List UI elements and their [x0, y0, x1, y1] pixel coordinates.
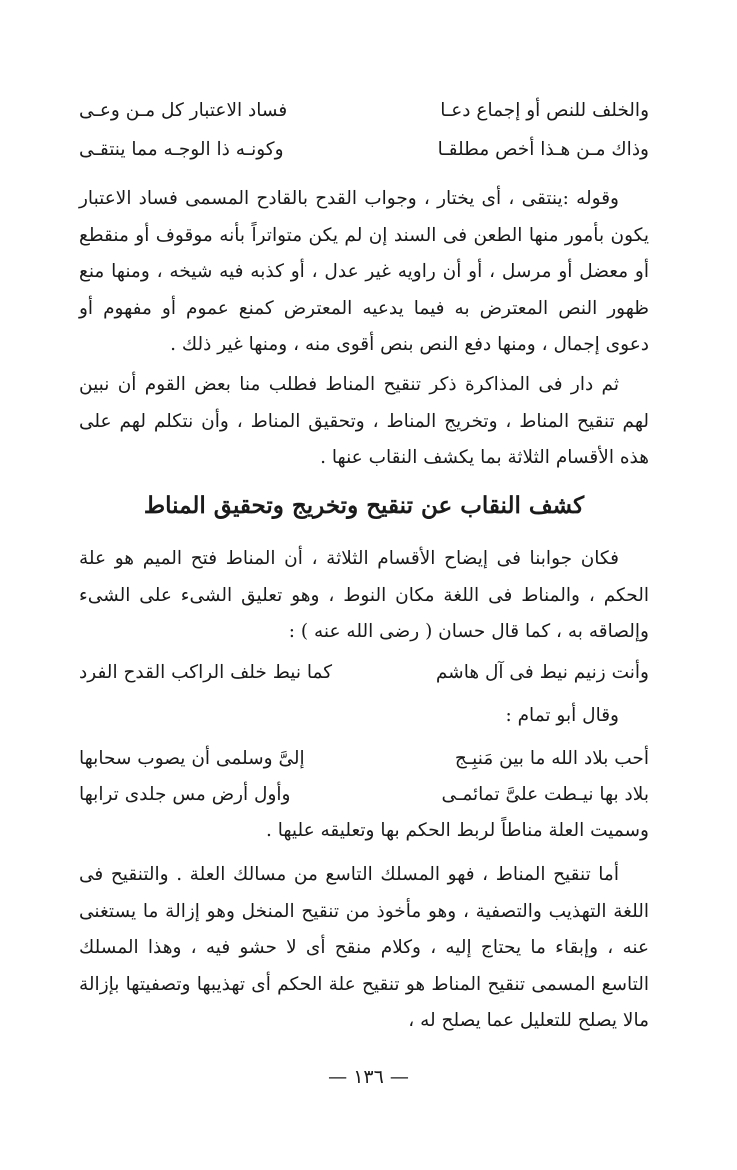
paragraph-tanqih-almanat: أما تنقيح المناط ، فهو المسلك التاسع من مسالك العلة . والتنقيح فى اللغة التهذيب والتصفية ، وهو مأخوذ من تنقيح المنخل وهو إزالة ما يستغنى عنه ، وإبقاء ما يحتاج إليه ، وكلام منقح أى لا حشو فيه ، وهذا المسلك التاسع المسمى تنقيح المناط هو تنقيح علة الحكم أى تهذيبها وتصفيتها بإزالة مالا يصلح للتعليل عما يصلح له ، — [79, 864, 649, 1031]
poem-1-verse-2 — [79, 133, 649, 167]
verse-second-hemistich: فساد الاعتبار كل مـن وعـى — [79, 100, 288, 121]
paragraph-mudhakara: ثم دار فى المذاكرة ذكر تنقيح المناط فطلب منا بعض القوم أن نبين لهم تنقيح المناط ، وتخريج المناط ، وتحقيق المناط ، وأن نتكلم لهم على هذه الأقسام الثلاثة بما يكشف النقاب عنها . — [79, 374, 649, 468]
verse-second-hemistich: إلىَّ وسلمى أن يصوب سحابها — [79, 748, 305, 769]
poem-2-verse-2 — [79, 778, 649, 812]
verse-second-hemistich: وأول أرض مس جلدى ترابها — [79, 784, 291, 805]
paragraph-fasad-alitibar-answer: وقوله :ينتقى ، أى يختار ، وجواب القدح بالقادح المسمى فساد الاعتبار يكون بأمور منها الطعن فى السند إن لم يكن متواتراً بأنه موقوف أو منقطع أو معضل أو مرسل ، أو أن راويه غير عدل ، أو كذبه فيه شيخه ، ومنها منع ظهور النص المعترض به فيما يدعيه المعترض كمنع عموم أو مفهوم أو دعوى إجمال ، ومنها دفع النص بنص أقوى منه ، ومنها غير ذلك . — [79, 188, 649, 355]
hassan-verse — [79, 656, 649, 690]
abu-tammam-intro: وقال أبو تمام : — [505, 705, 619, 726]
page-number: — ١٣٦ — — [328, 1066, 409, 1088]
manat-naming-line: وسميت العلة مناطاً لربط الحكم بها وتعليقه عليها . — [265, 820, 649, 841]
verse-second-hemistich: وكونـه ذا الوجـه مما ينتقـى — [79, 139, 284, 160]
verse-first-hemistich: والخلف للنص أو إجماع دعـا — [440, 100, 649, 121]
poem-2-verse-1 — [79, 742, 649, 776]
poem-1-verse-1 — [79, 94, 649, 128]
verse-first-hemistich: بلاد بها نيـطت علىَّ تمائمـى — [441, 784, 649, 805]
verse-first-hemistich: أحب بلاد الله ما بين مَنبِـج — [454, 748, 649, 769]
verse-second-hemistich: كما نيط خلف الراكب القدح الفرد — [79, 662, 333, 683]
section-heading: كشف النقاب عن تنقيح وتخريج وتحقيق المناط — [143, 492, 585, 519]
verse-first-hemistich: وأنت زنيم نيط فى آل هاشم — [435, 662, 649, 683]
verse-first-hemistich: وذاك مـن هـذا أخص مطلقـا — [437, 139, 649, 160]
paragraph-manat-definition: فكان جوابنا فى إيضاح الأقسام الثلاثة ، أن المناط فتح الميم هو علة الحكم ، والمناط فى اللغة مكان النوط ، وهو تعليق الشىء على الشىء وإلصاقه به ، كما قال حسان ( رضى الله عنه ) : — [79, 548, 649, 642]
